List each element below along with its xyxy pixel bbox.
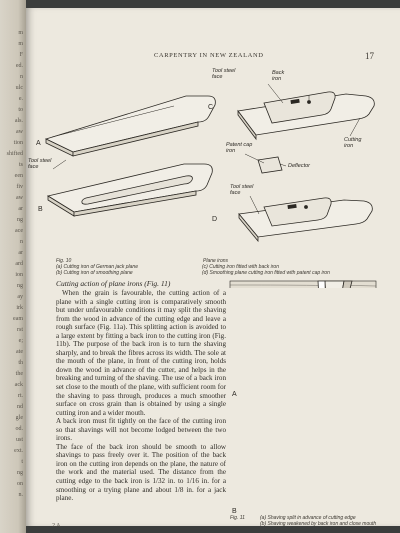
facing-page-text-fragment: ust: [15, 437, 23, 443]
facing-page-text-fragment: ate: [16, 349, 23, 355]
facing-page-text-fragment: n.: [18, 492, 23, 498]
fig10-caption-a: (a) Cutting iron of German jack plane: [56, 264, 138, 270]
facing-page-text-fragment: e.: [18, 96, 23, 102]
facing-page-text-fragment: nd: [17, 404, 23, 410]
facing-page-text-fragment: m: [18, 41, 23, 47]
fig11-caption-b: (b) Shaving weakened by back iron and close mouth: [260, 521, 377, 527]
facing-page-text-fragment: fiv: [16, 184, 23, 190]
facing-page-text-fragment: F: [19, 52, 23, 58]
label-deflector: Deflector: [288, 163, 311, 169]
letter-c: C: [208, 104, 214, 111]
running-head: CARPENTRY IN NEW ZEALAND: [154, 52, 264, 59]
label-tool-steel-face-bottom: Tool steel face: [230, 184, 254, 196]
paragraph: The face of the back iron should be smooth to allow shavings to pass freely over it. The position of the back iron on the cutting iron depends on the plane, the nature of the work and the material used. The distance from the cutting edge to the back iron is 1/32 in. to 1/16 in. for a smoothing or a trying plane and about 1/8 in. for a jack plane.: [56, 442, 226, 503]
facing-page-text-fragment: gle: [15, 415, 23, 421]
facing-page-text-fragment: tion: [13, 140, 23, 146]
facing-page-text-fragment: on: [17, 481, 23, 487]
figure-10: [26, 8, 400, 288]
fig10-label: Fig. 10: [56, 258, 72, 264]
facing-page-text-fragment: m: [18, 30, 23, 36]
facing-page-text-fragment: ng: [17, 283, 23, 289]
footer-mark: 2 A: [52, 523, 61, 529]
fig10-caption-c: (c) Cutting iron fitted with back iron: [202, 264, 279, 270]
facing-page-text-fragment: als.: [14, 118, 23, 124]
facing-page-text-fragment: ack: [14, 382, 23, 388]
label-back-iron: Back iron: [272, 70, 285, 82]
label-patent-cap-iron: Patent cap iron: [226, 142, 253, 154]
facing-page-text-fragment: shifted: [6, 151, 23, 157]
paragraph: A back iron must fit tightly on the face of the cutting iron so that shavings will not become lodged between the two irons.: [56, 417, 226, 443]
facing-page-text-fragment: ext.: [14, 448, 23, 454]
facing-page-text-fragment: ts: [18, 162, 23, 168]
facing-page-text-fragment: ay: [17, 294, 23, 300]
facing-page-text-fragment: the: [15, 371, 23, 377]
label-cutting-iron: Cutting iron: [344, 137, 362, 149]
facing-page-text-fragment: ion: [15, 272, 23, 278]
fig11-letter-a: A: [232, 391, 237, 398]
facing-page-text-fragment: ar: [18, 250, 23, 256]
facing-page-text-fragment: een: [14, 173, 23, 179]
section-title: Cutting action of plane irons (Fig. 11): [56, 279, 171, 288]
facing-page-text-fragment: to: [18, 107, 23, 113]
facing-page-text-fragment: irk: [16, 305, 23, 311]
fig11-label: Fig. 11: [230, 515, 245, 521]
facing-page-edge: [0, 0, 26, 533]
facing-page-text-fragment: ng: [17, 470, 23, 476]
letter-d: D: [212, 216, 218, 223]
paragraph: When the grain is favourable, the cutting action of a plane with a single cutting iron is comparatively smooth but under unfavourable conditions it may split the shaving from the wood in advance of the cutting edge and leave a rough surface (Fig. 11a). This splitting action is avoided to a large extent by fitting a back iron to the cutting iron (Fig. 11b). The purpose of the back iron is to turn the shaving sharply, and to break the fibres across its width. The sole at the mouth of the plane, in front of the cutting iron, holds down the wood in advance of the cutter, and helps in the breaking and turning of the shaving. The use of a back iron set close to the mouth of the plane, with sufficient room for the shaving to pass through, produces a much smoother surface on cross grain than is obtained by using a single cutting iron and a wider mouth.: [56, 289, 226, 417]
label-tool-steel-face-top: Tool steel face: [212, 68, 236, 80]
fig10-caption-b: (b) Cutting iron of smoothing plane: [56, 270, 133, 276]
body-text: [56, 289, 226, 503]
facing-page-text-fragment: ng: [17, 217, 23, 223]
fig11-letter-b: B: [232, 508, 237, 515]
book-page: [26, 8, 400, 529]
facing-page-text-fragment: ar: [18, 206, 23, 212]
facing-page-text-fragment: ed.: [15, 63, 23, 69]
facing-page-text-fragment: n: [20, 239, 23, 245]
facing-page-text-fragment: od.: [15, 426, 23, 432]
facing-page-text-fragment: aw: [16, 195, 23, 201]
facing-page-text-fragment: e;: [18, 338, 23, 344]
page-number: 17: [365, 51, 374, 61]
facing-page-text-fragment: th: [18, 360, 23, 366]
letter-b: B: [38, 206, 43, 213]
fig10-caption-d: (d) Smoothing plane cutting iron fitted with patent cap iron: [202, 270, 330, 276]
letter-a: A: [36, 140, 41, 147]
facing-page-text-fragment: t: [21, 459, 23, 465]
figure-11: [230, 279, 380, 527]
fig10-title: Plane irons: [203, 258, 229, 264]
facing-page-text-fragment: n: [20, 74, 23, 80]
facing-page-text-fragment: ard: [15, 261, 23, 267]
facing-page-text-fragment: eam: [13, 316, 23, 322]
deflector: [258, 157, 282, 173]
fig11-caption-a: (a) Shaving split in advance of cutting edge: [260, 515, 356, 521]
facing-page-text-fragment: aw: [16, 129, 23, 135]
facing-page-text-fragment: rt.: [17, 393, 23, 399]
facing-page-text-fragment: ace: [15, 228, 23, 234]
facing-page-text-fragment: rst: [17, 327, 23, 333]
facing-page-text-fragment: ulc: [15, 85, 23, 91]
label-tool-steel-face-left: Tool steel face: [28, 158, 52, 170]
